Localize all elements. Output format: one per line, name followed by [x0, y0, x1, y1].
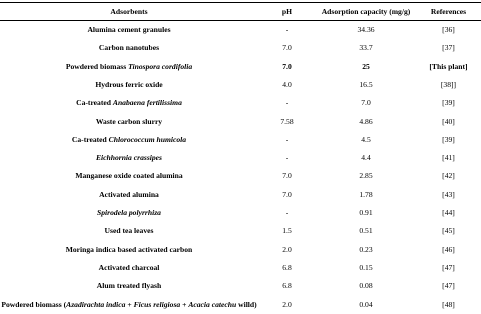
cell-adsorbent	[0, 222, 258, 240]
cell-ph: 7.0	[282, 61, 292, 71]
cell-ph: -	[285, 98, 289, 108]
header-adsorbents: Adsorbents	[110, 7, 148, 16]
adsorbent-text: Eichhornia crassipes	[95, 153, 163, 163]
cell-reference: [39]	[442, 134, 455, 144]
cell-reference: [37]	[442, 43, 455, 53]
cell-capacity: 0.51	[359, 226, 373, 236]
adsorbent-text: Used tea leaves	[104, 226, 154, 236]
table-row	[0, 186, 481, 204]
cell-reference: [46]	[442, 244, 455, 254]
adsorbent-text: Tinospora cordifolia	[128, 61, 193, 71]
cell-reference: [44]	[442, 208, 455, 217]
table-row	[0, 149, 481, 167]
cell-adsorbent	[0, 94, 258, 112]
cell-adsorbent	[0, 277, 258, 295]
cell-adsorbent	[0, 131, 258, 149]
adsorbent-text: Ficus religiosa	[133, 299, 181, 309]
cell-ph: -	[285, 153, 289, 163]
adsorbent-text: Anabaena fertilissima	[112, 98, 182, 108]
cell-reference: [47]	[442, 281, 455, 291]
cell-ph: 6.8	[282, 262, 292, 272]
cell-capacity: 34.36	[357, 25, 375, 34]
adsorbent-text: Chlorococcum humicola	[108, 134, 187, 144]
adsorbent-text: Alum treated flyash	[96, 281, 162, 291]
cell-ph: -	[285, 134, 289, 144]
adsorbent-text: Powdered biomass (	[1, 299, 67, 309]
cell-adsorbent	[0, 58, 258, 76]
cell-capacity: 1.78	[359, 189, 373, 199]
cell-ph: 2.0	[282, 244, 292, 254]
adsorbent-text: Manganese oxide coated alumina	[75, 171, 183, 181]
adsorbent-text: Alumina cement granules	[87, 25, 171, 34]
cell-ph: 4.0	[282, 79, 292, 89]
cell-ph: 7.0	[282, 189, 292, 199]
cell-adsorbent	[0, 39, 258, 57]
cell-capacity: 4.86	[359, 116, 373, 126]
table-row	[0, 113, 481, 131]
cell-capacity: 0.08	[359, 281, 373, 291]
cell-adsorbent	[0, 76, 258, 94]
cell-reference: [48]	[442, 299, 455, 309]
header-adsorption-capacity: Adsorption capacity (mg/g)	[321, 7, 411, 16]
adsorbent-text: Activated charcoal	[98, 262, 160, 272]
cell-ph: 1.5	[282, 226, 292, 236]
table-row	[0, 58, 481, 76]
cell-capacity: 0.91	[359, 208, 373, 217]
adsorbent-text: willd)	[236, 299, 257, 309]
cell-reference: [This plant]	[429, 61, 468, 71]
table-row	[0, 241, 481, 259]
cell-reference: [47]	[442, 262, 455, 272]
cell-reference: [38]]	[440, 79, 457, 89]
cell-reference: [42]	[442, 171, 455, 181]
cell-reference: [43]	[442, 189, 455, 199]
cell-adsorbent	[0, 204, 258, 222]
cell-capacity: 0.15	[359, 262, 373, 272]
table-row	[0, 204, 481, 222]
cell-capacity: 0.04	[359, 299, 373, 309]
cell-ph: 6.8	[282, 281, 292, 291]
adsorbent-text: Powdered biomass	[65, 61, 129, 71]
adsorbent-text: Acacia catechu	[188, 299, 237, 309]
cell-adsorbent	[0, 113, 258, 131]
table-row	[0, 39, 481, 57]
adsorbent-text: Carbon nanotubes	[98, 43, 160, 53]
cell-reference: [39]	[442, 98, 455, 108]
table-row	[0, 21, 481, 39]
table-row	[0, 259, 481, 277]
cell-adsorbent	[0, 167, 258, 185]
cell-ph: 7.58	[280, 116, 294, 126]
adsorbent-text: Ca-treated	[76, 98, 113, 108]
table-row	[0, 94, 481, 112]
cell-adsorbent	[0, 186, 258, 204]
cell-adsorbent	[0, 149, 258, 167]
adsorbent-text: Azadirachta indica	[66, 299, 126, 309]
cell-reference: [36]	[442, 25, 455, 34]
adsorbent-text: Spirodela polyrrhiza	[97, 208, 161, 217]
adsorbent-text: Ca-treated	[71, 134, 109, 144]
table-row	[0, 76, 481, 94]
table-row	[0, 277, 481, 295]
cell-capacity: 25	[362, 61, 370, 71]
table-row	[0, 167, 481, 185]
adsorbent-text: Activated alumina	[99, 189, 159, 199]
cell-capacity: 16.5	[359, 79, 373, 89]
cell-ph: 7.0	[282, 43, 292, 53]
header-ph: pH	[281, 7, 293, 16]
cell-capacity: 4.5	[361, 134, 371, 144]
adsorbent-text: +	[180, 299, 189, 309]
cell-adsorbent	[0, 241, 258, 259]
cell-capacity: 4.4	[361, 153, 371, 163]
cell-ph: 7.0	[282, 171, 292, 181]
cell-reference: [40]	[442, 116, 455, 126]
cell-adsorbent	[0, 21, 258, 39]
adsorbent-text: Waste carbon slurry	[95, 116, 163, 126]
adsorbent-text: Hydrous ferric oxide	[95, 79, 163, 89]
table-row	[0, 296, 481, 314]
cell-adsorbent	[0, 259, 258, 277]
cell-ph: -	[285, 208, 289, 217]
header-references: References	[430, 7, 467, 16]
table-row	[0, 222, 481, 240]
table-header-row	[0, 3, 481, 21]
cell-capacity: 0.23	[359, 244, 373, 254]
cell-capacity: 2.85	[359, 171, 373, 181]
table-row	[0, 131, 481, 149]
cell-capacity: 7.0	[361, 98, 371, 108]
adsorbent-text: Moringa indica based activated carbon	[65, 244, 193, 254]
cell-capacity: 33.7	[359, 43, 373, 53]
cell-ph: 2.0	[282, 299, 292, 309]
cell-ph: -	[285, 25, 289, 34]
cell-adsorbent	[0, 296, 258, 314]
adsorbent-text: +	[125, 299, 134, 309]
cell-reference: [41]	[442, 153, 455, 163]
cell-reference: [45]	[442, 226, 455, 236]
